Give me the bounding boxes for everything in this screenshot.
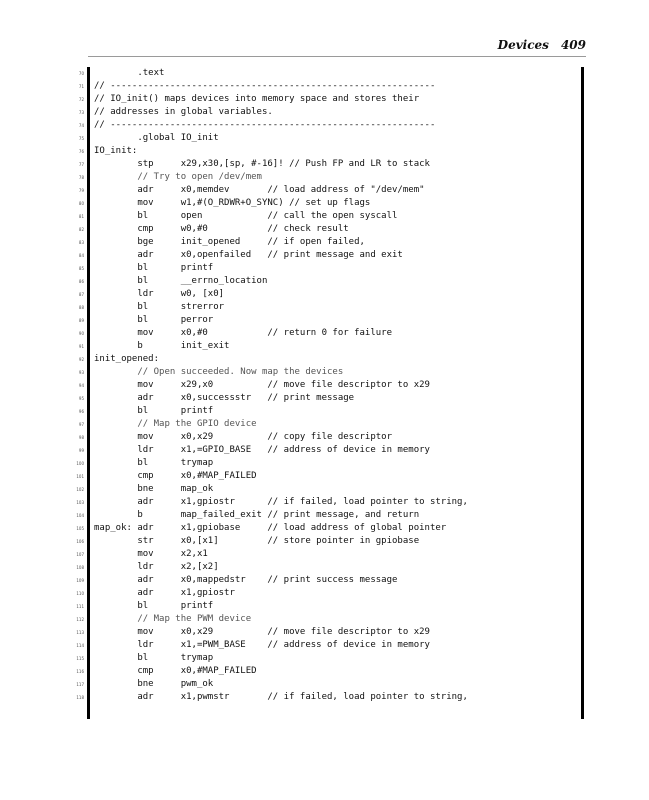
line-number: 76 <box>78 149 84 154</box>
code-line <box>75 457 575 470</box>
line-number: 78 <box>78 175 84 180</box>
code-text: adr x1,gpiostr // if failed, load pointer to string, <box>94 497 468 507</box>
code-text: str x0,[x1] // store pointer in gpiobase <box>94 536 420 546</box>
code-text: cmp w0,#0 // check result <box>94 224 349 234</box>
line-number: 102 <box>76 487 84 492</box>
line-number: 92 <box>78 357 84 362</box>
code-line <box>75 431 575 444</box>
code-line <box>75 314 575 327</box>
code-line <box>75 327 575 340</box>
code-text: bne pwm_ok <box>94 679 214 689</box>
code-text: init_opened: <box>94 354 160 364</box>
line-number: 96 <box>78 409 84 414</box>
line-number: 107 <box>76 552 84 557</box>
code-line <box>75 444 575 457</box>
line-number: 117 <box>76 682 84 687</box>
code-line <box>75 639 575 652</box>
code-line <box>75 379 575 392</box>
line-number: 97 <box>78 422 84 427</box>
line-number: 99 <box>78 448 84 453</box>
line-number: 112 <box>76 617 84 622</box>
line-number: 83 <box>78 240 84 245</box>
line-number: 116 <box>76 669 84 674</box>
line-number: 106 <box>76 539 84 544</box>
line-number: 73 <box>78 110 84 115</box>
line-number: 110 <box>76 591 84 596</box>
line-number: 103 <box>76 500 84 505</box>
code-text: mov w1,#(O_RDWR+O_SYNC) // set up flags <box>94 198 371 208</box>
code-line <box>75 288 575 301</box>
line-number: 74 <box>78 123 84 128</box>
line-number: 118 <box>76 695 84 700</box>
code-line <box>75 262 575 275</box>
line-number: 98 <box>78 435 84 440</box>
code-line <box>75 392 575 405</box>
line-number: 70 <box>78 71 84 76</box>
line-number: 105 <box>76 526 84 531</box>
code-line <box>75 197 575 210</box>
line-number: 114 <box>76 643 84 648</box>
code-text: // ------------------------------------------------------------ <box>94 120 436 130</box>
code-line <box>75 522 575 535</box>
code-line <box>75 418 575 431</box>
code-text: // Open succeeded. Now map the devices <box>94 367 344 377</box>
code-text: mov x0,#0 // return 0 for failure <box>94 328 393 338</box>
code-line <box>75 691 575 704</box>
page-number: 409 <box>560 38 586 52</box>
code-text: mov x29,x0 // move file descriptor to x29 <box>94 380 430 390</box>
code-line <box>75 405 575 418</box>
code-text: ldr w0, [x0] <box>94 289 225 299</box>
code-line <box>75 652 575 665</box>
line-number: 108 <box>76 565 84 570</box>
code-line <box>75 93 575 106</box>
code-text: stp x29,x30,[sp, #-16]! // Push FP and LR to stack <box>94 159 430 169</box>
code-line <box>75 561 575 574</box>
line-number: 81 <box>78 214 84 219</box>
code-line <box>75 67 575 80</box>
code-line <box>75 171 575 184</box>
code-text: bl trymap <box>94 653 214 663</box>
code-text: bl printf <box>94 263 214 273</box>
code-line <box>75 483 575 496</box>
code-line <box>75 236 575 249</box>
line-number: 77 <box>78 162 84 167</box>
code-line <box>75 223 575 236</box>
line-number: 95 <box>78 396 84 401</box>
code-text: map_ok: adr x1,gpiobase // load address of global pointer <box>94 523 447 533</box>
chapter-title: Devices <box>497 38 549 52</box>
code-line <box>75 613 575 626</box>
code-line <box>75 158 575 171</box>
code-text: b init_exit <box>94 341 230 351</box>
line-number: 109 <box>76 578 84 583</box>
code-text: bl printf <box>94 406 214 416</box>
code-text: // Try to open /dev/mem <box>94 172 262 182</box>
code-line <box>75 119 575 132</box>
code-text: adr x0,memdev // load address of "/dev/mem" <box>94 185 425 195</box>
code-line <box>75 340 575 353</box>
code-text: bl strerror <box>94 302 225 312</box>
line-number: 86 <box>78 279 84 284</box>
code-line <box>75 353 575 366</box>
line-number: 111 <box>76 604 84 609</box>
code-text: // Map the PWM device <box>94 614 252 624</box>
code-line <box>75 80 575 93</box>
code-text: adr x0,openfailed // print message and exit <box>94 250 403 260</box>
code-line <box>75 132 575 145</box>
line-number: 72 <box>78 97 84 102</box>
code-text: ldr x1,=GPIO_BASE // address of device in memory <box>94 445 430 455</box>
code-line <box>75 106 575 119</box>
header-rule <box>88 56 586 57</box>
code-line <box>75 678 575 691</box>
line-number: 84 <box>78 253 84 258</box>
code-line <box>75 626 575 639</box>
code-text: b map_failed_exit // print message, and return <box>94 510 420 520</box>
code-text: adr x0,successstr // print message <box>94 393 355 403</box>
line-number: 82 <box>78 227 84 232</box>
line-number: 88 <box>78 305 84 310</box>
line-number: 90 <box>78 331 84 336</box>
code-line <box>75 366 575 379</box>
code-line <box>75 275 575 288</box>
code-text: mov x0,x29 // move file descriptor to x29 <box>94 627 430 637</box>
code-line <box>75 665 575 678</box>
code-text: // IO_init() maps devices into memory space and stores their <box>94 94 420 104</box>
code-text: bl perror <box>94 315 214 325</box>
page-header <box>88 38 586 56</box>
code-text: .text <box>94 68 165 78</box>
line-number: 85 <box>78 266 84 271</box>
line-number: 94 <box>78 383 84 388</box>
line-number: 100 <box>76 461 84 466</box>
code-line <box>75 535 575 548</box>
line-number: 115 <box>76 656 84 661</box>
code-text: bl printf <box>94 601 214 611</box>
code-line <box>75 145 575 158</box>
code-text: bge init_opened // if open failed, <box>94 237 365 247</box>
code-line <box>75 249 575 262</box>
code-text: adr x1,pwmstr // if failed, load pointer to string, <box>94 692 468 702</box>
code-text: cmp x0,#MAP_FAILED <box>94 666 257 676</box>
line-number: 80 <box>78 201 84 206</box>
code-text: bl __errno_location <box>94 276 268 286</box>
code-text: // ------------------------------------------------------------ <box>94 81 436 91</box>
line-number: 113 <box>76 630 84 635</box>
code-text: ldr x1,=PWM_BASE // address of device in memory <box>94 640 430 650</box>
code-text: mov x0,x29 // copy file descriptor <box>94 432 393 442</box>
code-text: mov x2,x1 <box>94 549 208 559</box>
listing-right-bar <box>581 67 584 719</box>
line-number: 71 <box>78 84 84 89</box>
code-text: IO_init: <box>94 146 138 156</box>
line-number: 89 <box>78 318 84 323</box>
code-line <box>75 301 575 314</box>
code-text: bl trymap <box>94 458 214 468</box>
code-line <box>75 600 575 613</box>
code-text: bne map_ok <box>94 484 214 494</box>
code-text: // Map the GPIO device <box>94 419 257 429</box>
line-number: 93 <box>78 370 84 375</box>
line-number: 87 <box>78 292 84 297</box>
code-line <box>75 587 575 600</box>
code-listing <box>75 67 595 719</box>
line-number: 101 <box>76 474 84 479</box>
code-line <box>75 548 575 561</box>
code-line <box>75 210 575 223</box>
code-text: bl open // call the open syscall <box>94 211 398 221</box>
line-number: 79 <box>78 188 84 193</box>
code-line <box>75 470 575 483</box>
code-line <box>75 184 575 197</box>
code-line <box>75 574 575 587</box>
line-number: 75 <box>78 136 84 141</box>
code-text: ldr x2,[x2] <box>94 562 219 572</box>
code-text: .global IO_init <box>94 133 219 143</box>
code-line <box>75 509 575 522</box>
running-head <box>498 38 586 52</box>
code-line <box>75 496 575 509</box>
code-text: adr x0,mappedstr // print success message <box>94 575 398 585</box>
code-text: cmp x0,#MAP_FAILED <box>94 471 257 481</box>
code-text: // addresses in global variables. <box>94 107 273 117</box>
line-number: 91 <box>78 344 84 349</box>
code-text: adr x1,gpiostr <box>94 588 235 598</box>
line-number: 104 <box>76 513 84 518</box>
